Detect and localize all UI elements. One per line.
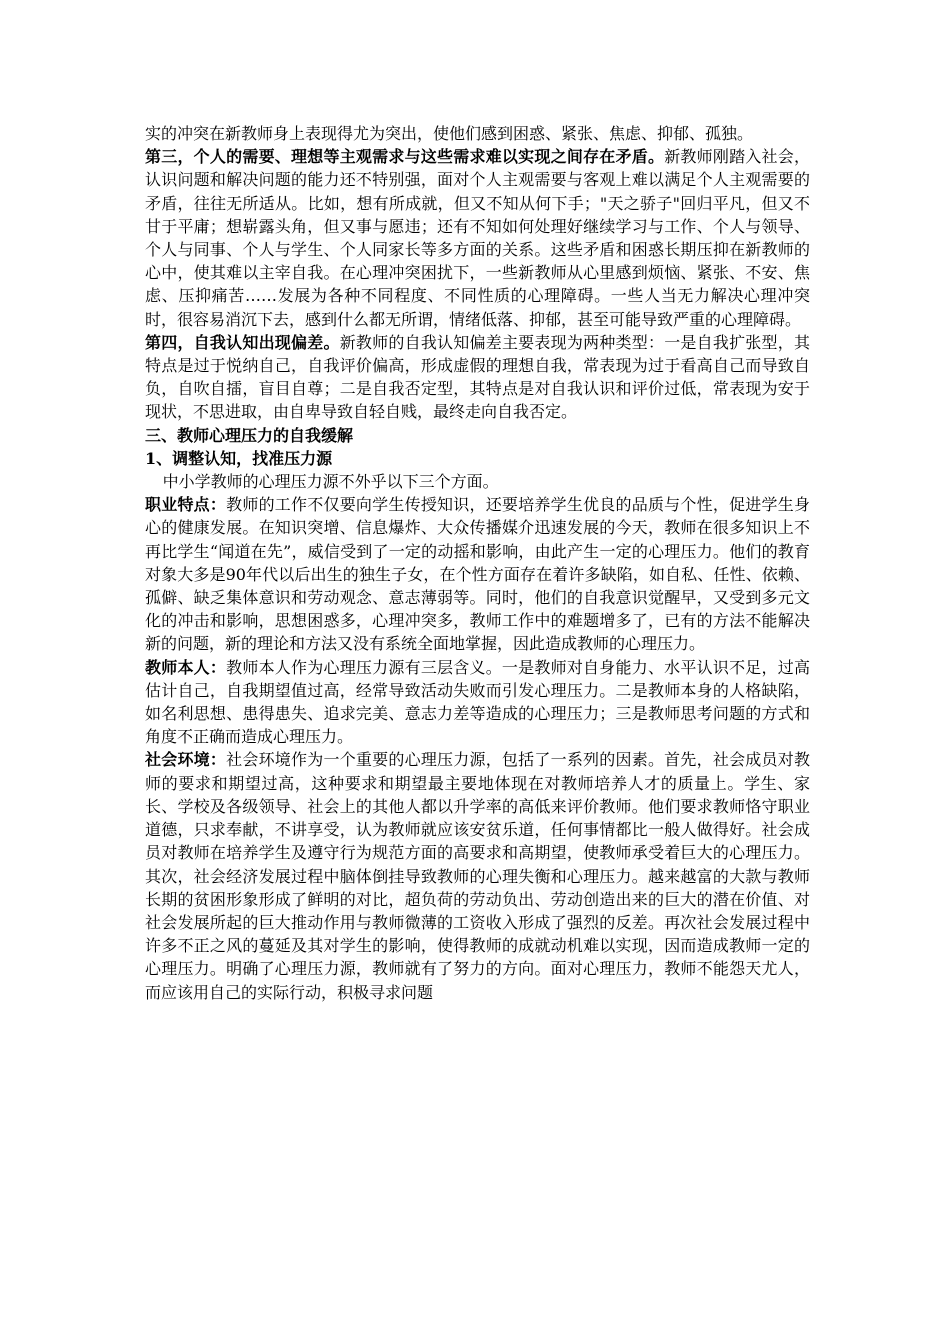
subsection-heading: 1、调整认知，找准压力源 bbox=[145, 448, 333, 468]
paragraph-social-env bbox=[145, 748, 810, 1003]
paragraph-lead: 第四，自我认知出现偏差。 bbox=[145, 332, 340, 352]
paragraph-fourth bbox=[145, 331, 810, 424]
paragraph-teacher-self bbox=[145, 656, 810, 749]
paragraph-text: 教师本人作为心理压力源有三层含义。一是教师对自身能力、水平认识不足，过高估计自己，自我期望值过高，经常导致活动失败而引发心理压力。二是教师本身的人格缺陷，如名利思想、患得患失、追求完美、意志力差等造成的心理压力；三是教师思考问题的方式和角度不正确而造成心理压力。 bbox=[145, 657, 810, 747]
paragraph-conflict-end bbox=[145, 122, 810, 145]
paragraph-lead: 社会环境： bbox=[145, 750, 227, 770]
paragraph-text: 实的冲突在新教师身上表现得尤为突出，使他们感到困惑、紧张、焦虑、抑郁、孤独。 bbox=[145, 124, 754, 143]
paragraph-lead: 职业特点： bbox=[145, 495, 227, 515]
paragraph-text: 新教师的自我认知偏差主要表现为两种类型：一是自我扩张型，其特点是过于悦纳自己，自我评价偏高，形成虚假的理想自我，常表现为过于看高自己而导致自负，自吹自擂，盲目自尊；二是自我否定型，其特点是对自我认识和评价过低，常表现为安于现状，不思进取，由自卑导致自轻自贱，最终走向自我否定。 bbox=[145, 332, 810, 422]
paragraph-text: 中小学教师的心理压力源不外乎以下三个方面。 bbox=[162, 472, 499, 492]
paragraph-intro bbox=[145, 470, 810, 493]
paragraph-text: 教师的工作不仅要向学生传授知识，还要培养学生优良的品质与个性，促进学生身心的健康发展。在知识突增、信息爆炸、大众传播媒介迅速发展的今天，教师在很多知识上不再比学生“闻道在先”，威信受到了一定的动摇和影响，由此产生一定的心理压力。他们的教育对象大多是90年代以后出生的独生子女，在个性方面存在着许多缺陷，如自私、任性、依赖、孤僻、缺乏集体意识和劳动观念、意志薄弱等。同时，他们的自我意识觉醒早，又受到多元文化的冲击和影响，思想困惑多，心理冲突多，教师工作中的难题增多了，已有的方法不能解决新的问题，新的理论和方法又没有系统全面地掌握，因此造成教师的心理压力。 bbox=[145, 495, 810, 654]
paragraph-lead: 第三，个人的需要、理想等主观需求与这些需求难以实现之间存在矛盾。 bbox=[145, 147, 665, 167]
paragraph-lead: 教师本人： bbox=[145, 657, 227, 677]
document-page bbox=[145, 122, 810, 1004]
paragraph-text: 新教师刚踏入社会，认识问题和解决问题的能力还不特别强，面对个人主观需要与客观上难以满足个人主观需要的矛盾，往往无所适从。比如，想有所成就，但又不知从何下手；"天之骄子"回归平凡，但又不甘于平庸；想崭露头角，但又事与愿违；还有不知如何处理好继续学习与工作、个人与领导、个人与同事、个人与学生、个人同家长等多方面的关系。这些矛盾和困惑长期压抑在新教师的心中，使其难以主宰自我。在心理冲突困扰下，一些新教师从心里感到烦恼、紧张、不安、焦虑、压抑痛苦……发展为各种不同程度、不同性质的心理障碍。一些人当无力解决心理冲突时，很容易消沉下去，感到什么都无所谓，情绪低落、抑郁，甚至可能导致严重的心理障碍。 bbox=[145, 147, 810, 329]
section-heading: 三、教师心理压力的自我缓解 bbox=[145, 425, 354, 445]
paragraph-text: 社会环境作为一个重要的心理压力源，包括了一系列的因素。首先，社会成员对教师的要求和期望过高，这种要求和期望最主要地体现在对教师培养人才的质量上。学生、家长、学校及各级领导、社会上的其他人都以升学率的高低来评价教师。他们要求教师恪守职业道德，只求奉献，不讲享受，认为教师就应该安贫乐道，任何事情都比一般人做得好。社会成员对教师在培养学生及遵守行为规范方面的高要求和高期望，使教师承受着巨大的心理压力。其次，社会经济发展过程中脑体倒挂导致教师的心理失衡和心理压力。越来越富的大款与教师长期的贫困形象形成了鲜明的对比，超负荷的劳动负出、劳动创造出来的巨大的潜在价值、对社会发展所起的巨大推动作用与教师微薄的工资收入形成了强烈的反差。再次社会发展过程中许多不正之风的蔓延及其对学生的影响，使得教师的成就动机难以实现，因而造成教师一定的心理压力。明确了心理压力源，教师就有了努力的方向。面对心理压力，教师不能怨天尤人，而应该用自己的实际行动，积极寻求问题 bbox=[145, 750, 810, 1002]
paragraph-third bbox=[145, 145, 810, 331]
paragraph-career bbox=[145, 493, 810, 655]
